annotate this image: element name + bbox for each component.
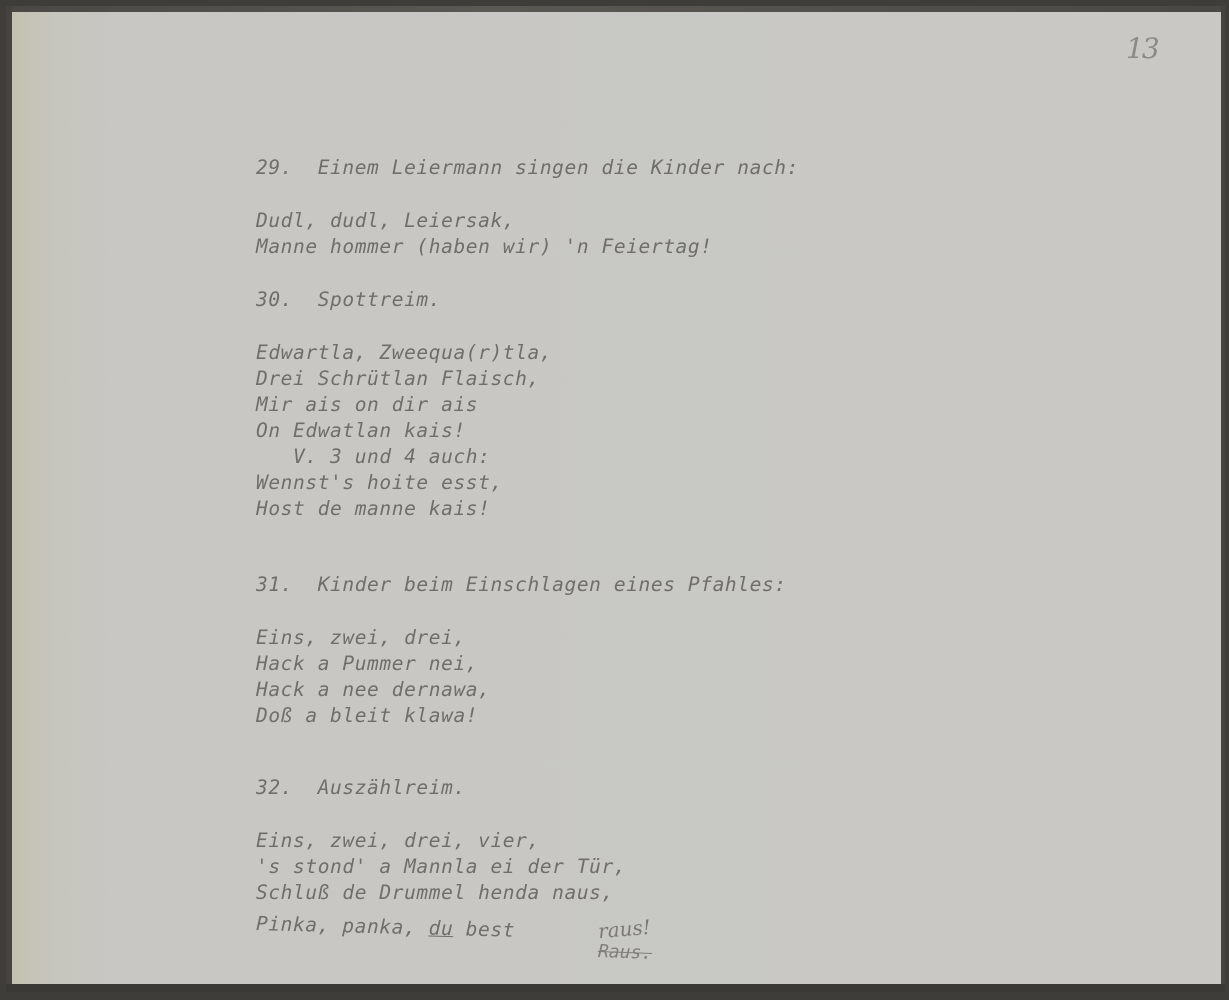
section-31-heading: 31. Kinder beim Einschlagen eines Pfahles: bbox=[256, 573, 787, 596]
section-32-line-2: 's stond' a Mannla ei der Tür, bbox=[256, 855, 627, 878]
page-top-edge bbox=[6, 6, 1225, 12]
page-bottom-edge bbox=[6, 984, 1225, 992]
section-30-line-6: Host de manne kais! bbox=[256, 497, 491, 520]
section-30-line-5: Wennst's hoite esst, bbox=[256, 471, 503, 494]
page-left-edge bbox=[6, 6, 12, 992]
section-31-line-2: Hack a Pummer nei, bbox=[256, 652, 479, 675]
handwritten-correction: raus! bbox=[597, 914, 652, 944]
underlined-word: du bbox=[428, 916, 454, 941]
document-page bbox=[6, 6, 1225, 992]
section-32-heading: 32. Auszählreim. bbox=[256, 776, 466, 799]
section-29-line-1: Dudl, dudl, Leiersak, bbox=[256, 209, 516, 232]
section-30-line-4: On Edwatlan kais! bbox=[256, 419, 466, 442]
section-31-line-4: Doß a bleit klawa! bbox=[256, 704, 479, 727]
section-32-line-1: Eins, zwei, drei, vier, bbox=[256, 829, 540, 852]
section-30-variant-note: V. 3 und 4 auch: bbox=[256, 445, 491, 468]
section-29-line-2: Manne hommer (haben wir) 'n Feiertag! bbox=[256, 235, 713, 258]
line-4-suffix: best bbox=[453, 917, 528, 943]
section-32-line-3: Schluß de Drummel henda naus, bbox=[256, 881, 614, 904]
section-29-heading: 29. Einem Leiermann singen die Kinder nach: bbox=[256, 156, 799, 179]
section-30-line-3: Mir ais on dir ais bbox=[256, 393, 479, 416]
page-number: 13 bbox=[1126, 32, 1158, 65]
page-right-edge bbox=[1221, 6, 1225, 992]
section-31-line-3: Hack a nee dernawa, bbox=[256, 678, 491, 701]
section-30-line-2: Drei Schrütlan Flaisch, bbox=[256, 367, 540, 390]
line-4-prefix: Pinka, panka, bbox=[255, 912, 430, 940]
section-31-line-1: Eins, zwei, drei, bbox=[256, 626, 466, 649]
section-30-heading: 30. Spottreim. bbox=[256, 288, 442, 311]
struck-out-text: Raus. bbox=[597, 941, 653, 964]
section-30-line-1: Edwartla, Zweequa(r)tla, bbox=[256, 341, 553, 364]
section-32-line-4 bbox=[256, 912, 528, 942]
